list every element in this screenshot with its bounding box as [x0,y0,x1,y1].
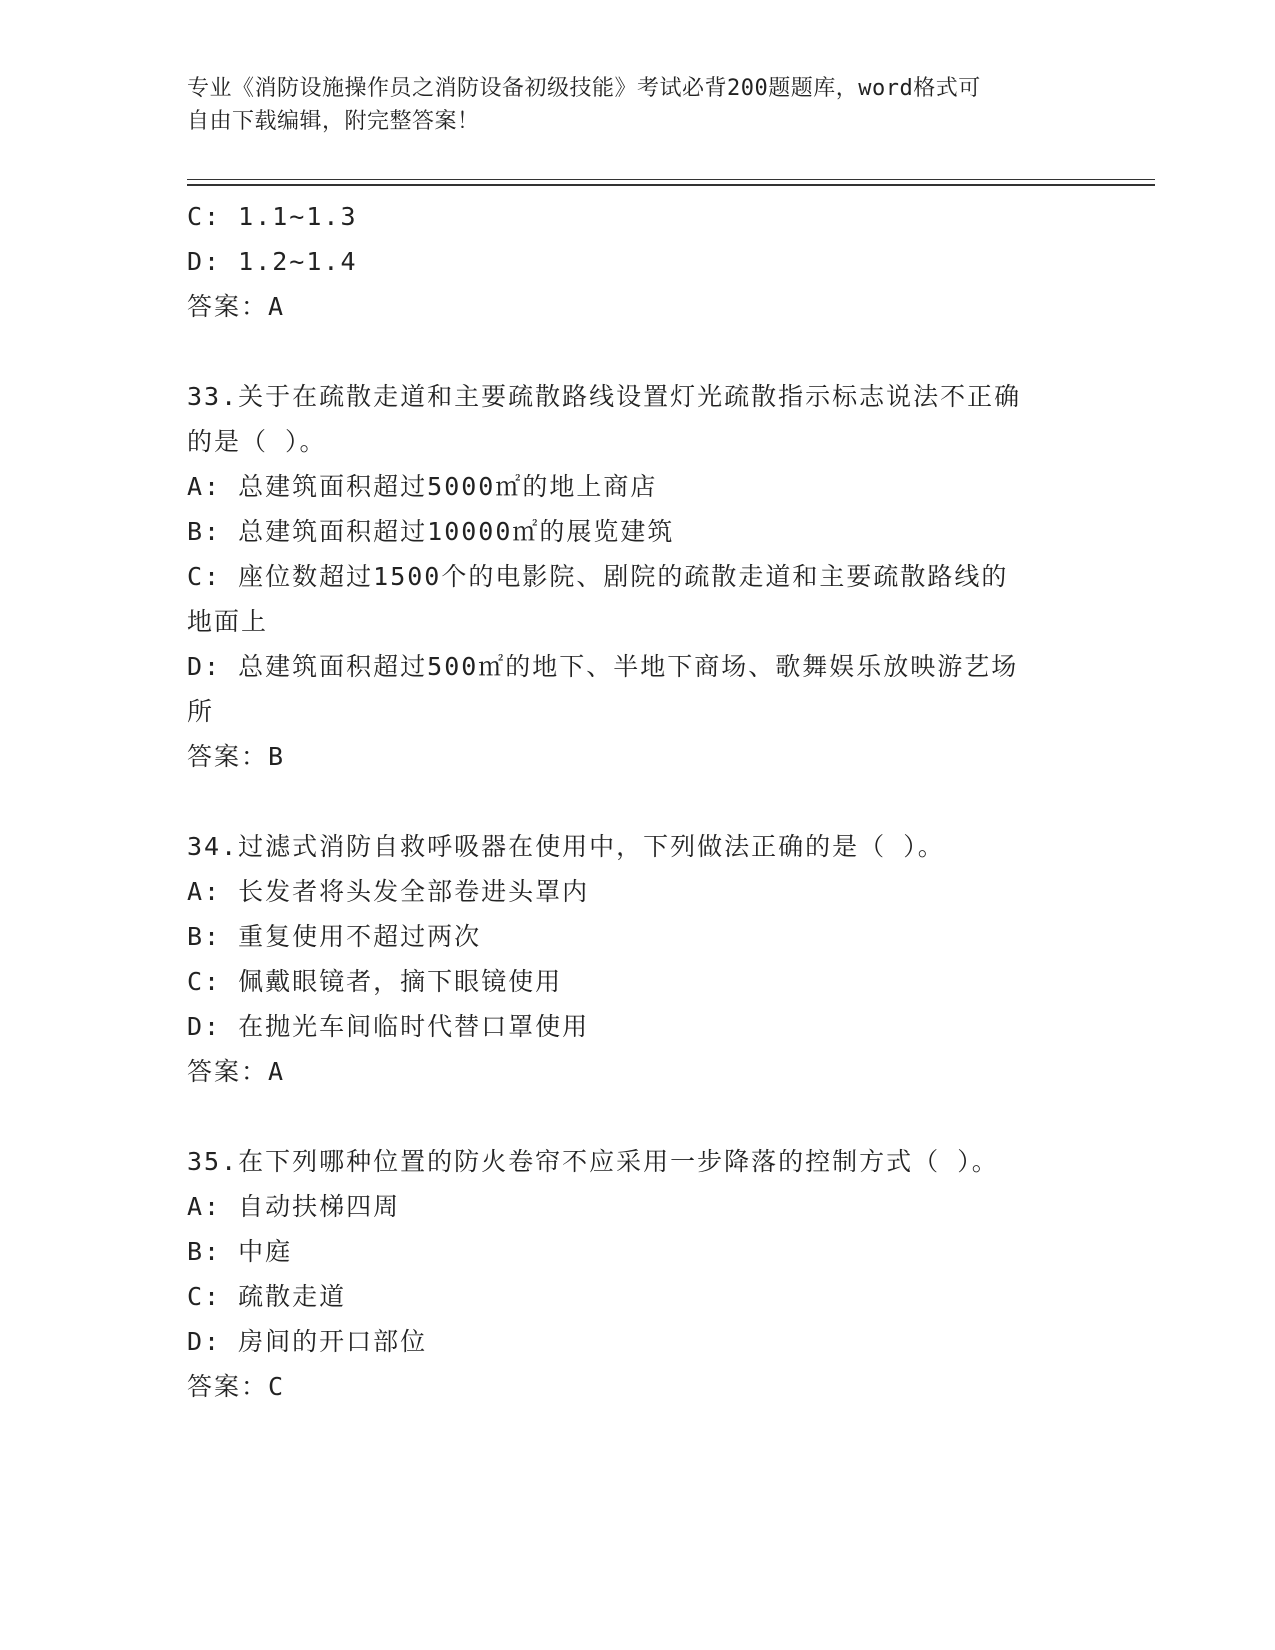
spacer [187,1094,1087,1139]
option-d: D: 房间的开口部位 [187,1327,428,1356]
question-34 [187,824,1087,1094]
option-d: D: 总建筑面积超过500㎡的地下、半地下商场、歌舞娱乐放映游艺场 [187,652,1019,681]
header-line-2: 自由下载编辑，附完整答案！ [187,109,480,134]
answer-line: 答案：A [187,1057,286,1086]
header-line-1: 专业《消防设施操作员之消防设备初级技能》考试必背200题题库，word格式可 [187,76,981,101]
option-a: A: 自动扶梯四周 [187,1192,401,1221]
question-35 [187,1139,1087,1409]
question-stem-line: 33.关于在疏散走道和主要疏散路线设置灯光疏散指示标志说法不正确 [187,382,1022,411]
option-a: A: 总建筑面积超过5000㎡的地上商店 [187,472,658,501]
option-c-continued: 地面上 [187,607,269,636]
question-stem-line: 34.过滤式消防自救呼吸器在使用中，下列做法正确的是（ ）。 [187,832,945,861]
option-c: C: 1.1~1.3 [187,202,358,231]
header-divider-thick [187,184,1155,186]
option-b: B: 总建筑面积超过10000㎡的展览建筑 [187,517,675,546]
header-divider-thin [187,179,1155,180]
spacer [187,779,1087,824]
option-d: D: 在抛光车间临时代替口罩使用 [187,1012,590,1041]
question-stem-line: 35.在下列哪种位置的防火卷帘不应采用一步降落的控制方式（ ）。 [187,1147,999,1176]
page-header [187,72,1087,138]
question-stem-line: 的是（ ）。 [187,427,327,456]
option-c: C: 佩戴眼镜者，摘下眼镜使用 [187,967,563,996]
prev-question-block [187,194,1087,329]
answer-line: 答案：C [187,1372,286,1401]
question-content [187,194,1087,1409]
answer-line: 答案：A [187,292,286,321]
option-c: C: 座位数超过1500个的电影院、剧院的疏散走道和主要疏散路线的 [187,562,1009,591]
option-d-continued: 所 [187,697,215,726]
option-b: B: 重复使用不超过两次 [187,922,482,951]
answer-line: 答案：B [187,742,286,771]
option-b: B: 中庭 [187,1237,293,1266]
option-d: D: 1.2~1.4 [187,247,358,276]
option-a: A: 长发者将头发全部卷进头罩内 [187,877,590,906]
spacer [187,329,1087,374]
option-c: C: 疏散走道 [187,1282,347,1311]
question-33 [187,374,1087,779]
